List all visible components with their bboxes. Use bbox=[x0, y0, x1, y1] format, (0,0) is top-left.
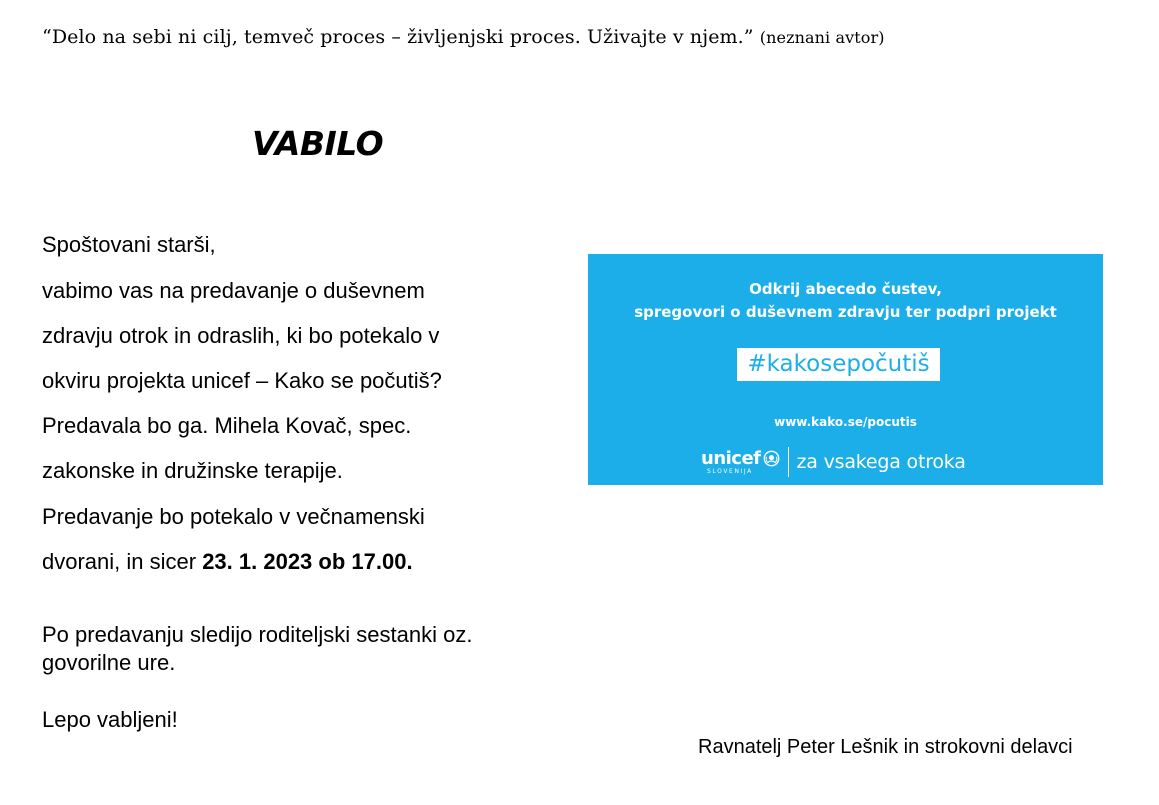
unicef-logo bbox=[701, 446, 966, 478]
unicef-logo-word: unicef bbox=[701, 447, 761, 469]
invitation-line-2: zdravju otrok in odraslih, ki bo potekalo v bbox=[42, 323, 440, 348]
invitation-line-6: Predavanje bo potekalo v večnamenski bbox=[42, 504, 425, 529]
closing: Lepo vabljeni! bbox=[42, 707, 178, 732]
quote-text: “Delo na sebi ni cilj, temveč proces – življenjski proces. Uživajte v njem.” bbox=[42, 26, 754, 48]
signature: Ravnatelj Peter Lešnik in strokovni delavci bbox=[698, 736, 1073, 758]
event-datetime: 23. 1. 2023 ob 17.00. bbox=[202, 549, 413, 574]
banner-hashtag: #kakosepočutiš bbox=[737, 348, 940, 381]
unicef-banner bbox=[588, 254, 1103, 485]
logo-divider bbox=[788, 447, 789, 477]
banner-line-2: spregovori o duševnem zdravju ter podpri projekt bbox=[634, 303, 1057, 321]
banner-url: www.kako.se/pocutis bbox=[774, 415, 917, 429]
greeting: Spoštovani starši, bbox=[42, 232, 216, 257]
invitation-line-7 bbox=[42, 549, 413, 575]
followup-line-2: govorilne ure. bbox=[42, 650, 176, 675]
invitation-line-3: okviru projekta unicef – Kako se počutiš? bbox=[42, 368, 442, 393]
quote bbox=[42, 26, 885, 48]
unicef-wordmark bbox=[701, 449, 780, 476]
page-title: VABILO bbox=[252, 124, 384, 163]
unicef-tagline: za vsakega otroka bbox=[796, 451, 966, 473]
invitation-line-1: vabimo vas na predavanje o duševnem bbox=[42, 278, 425, 303]
invitation-line-5: zakonske in družinske terapije. bbox=[42, 458, 343, 483]
globe-icon bbox=[763, 450, 780, 467]
unicef-logo-country: SLOVENIJA bbox=[707, 467, 753, 475]
banner-line-1: Odkrij abecedo čustev, bbox=[749, 280, 942, 298]
quote-author: (neznani avtor) bbox=[759, 28, 885, 47]
followup-line-1: Po predavanju sledijo roditeljski sestanki oz. bbox=[42, 622, 473, 647]
followup-note bbox=[42, 621, 472, 677]
invitation-line-7-prefix: dvorani, in sicer bbox=[42, 549, 203, 574]
invitation-line-4: Predavala bo ga. Mihela Kovač, spec. bbox=[42, 413, 412, 438]
